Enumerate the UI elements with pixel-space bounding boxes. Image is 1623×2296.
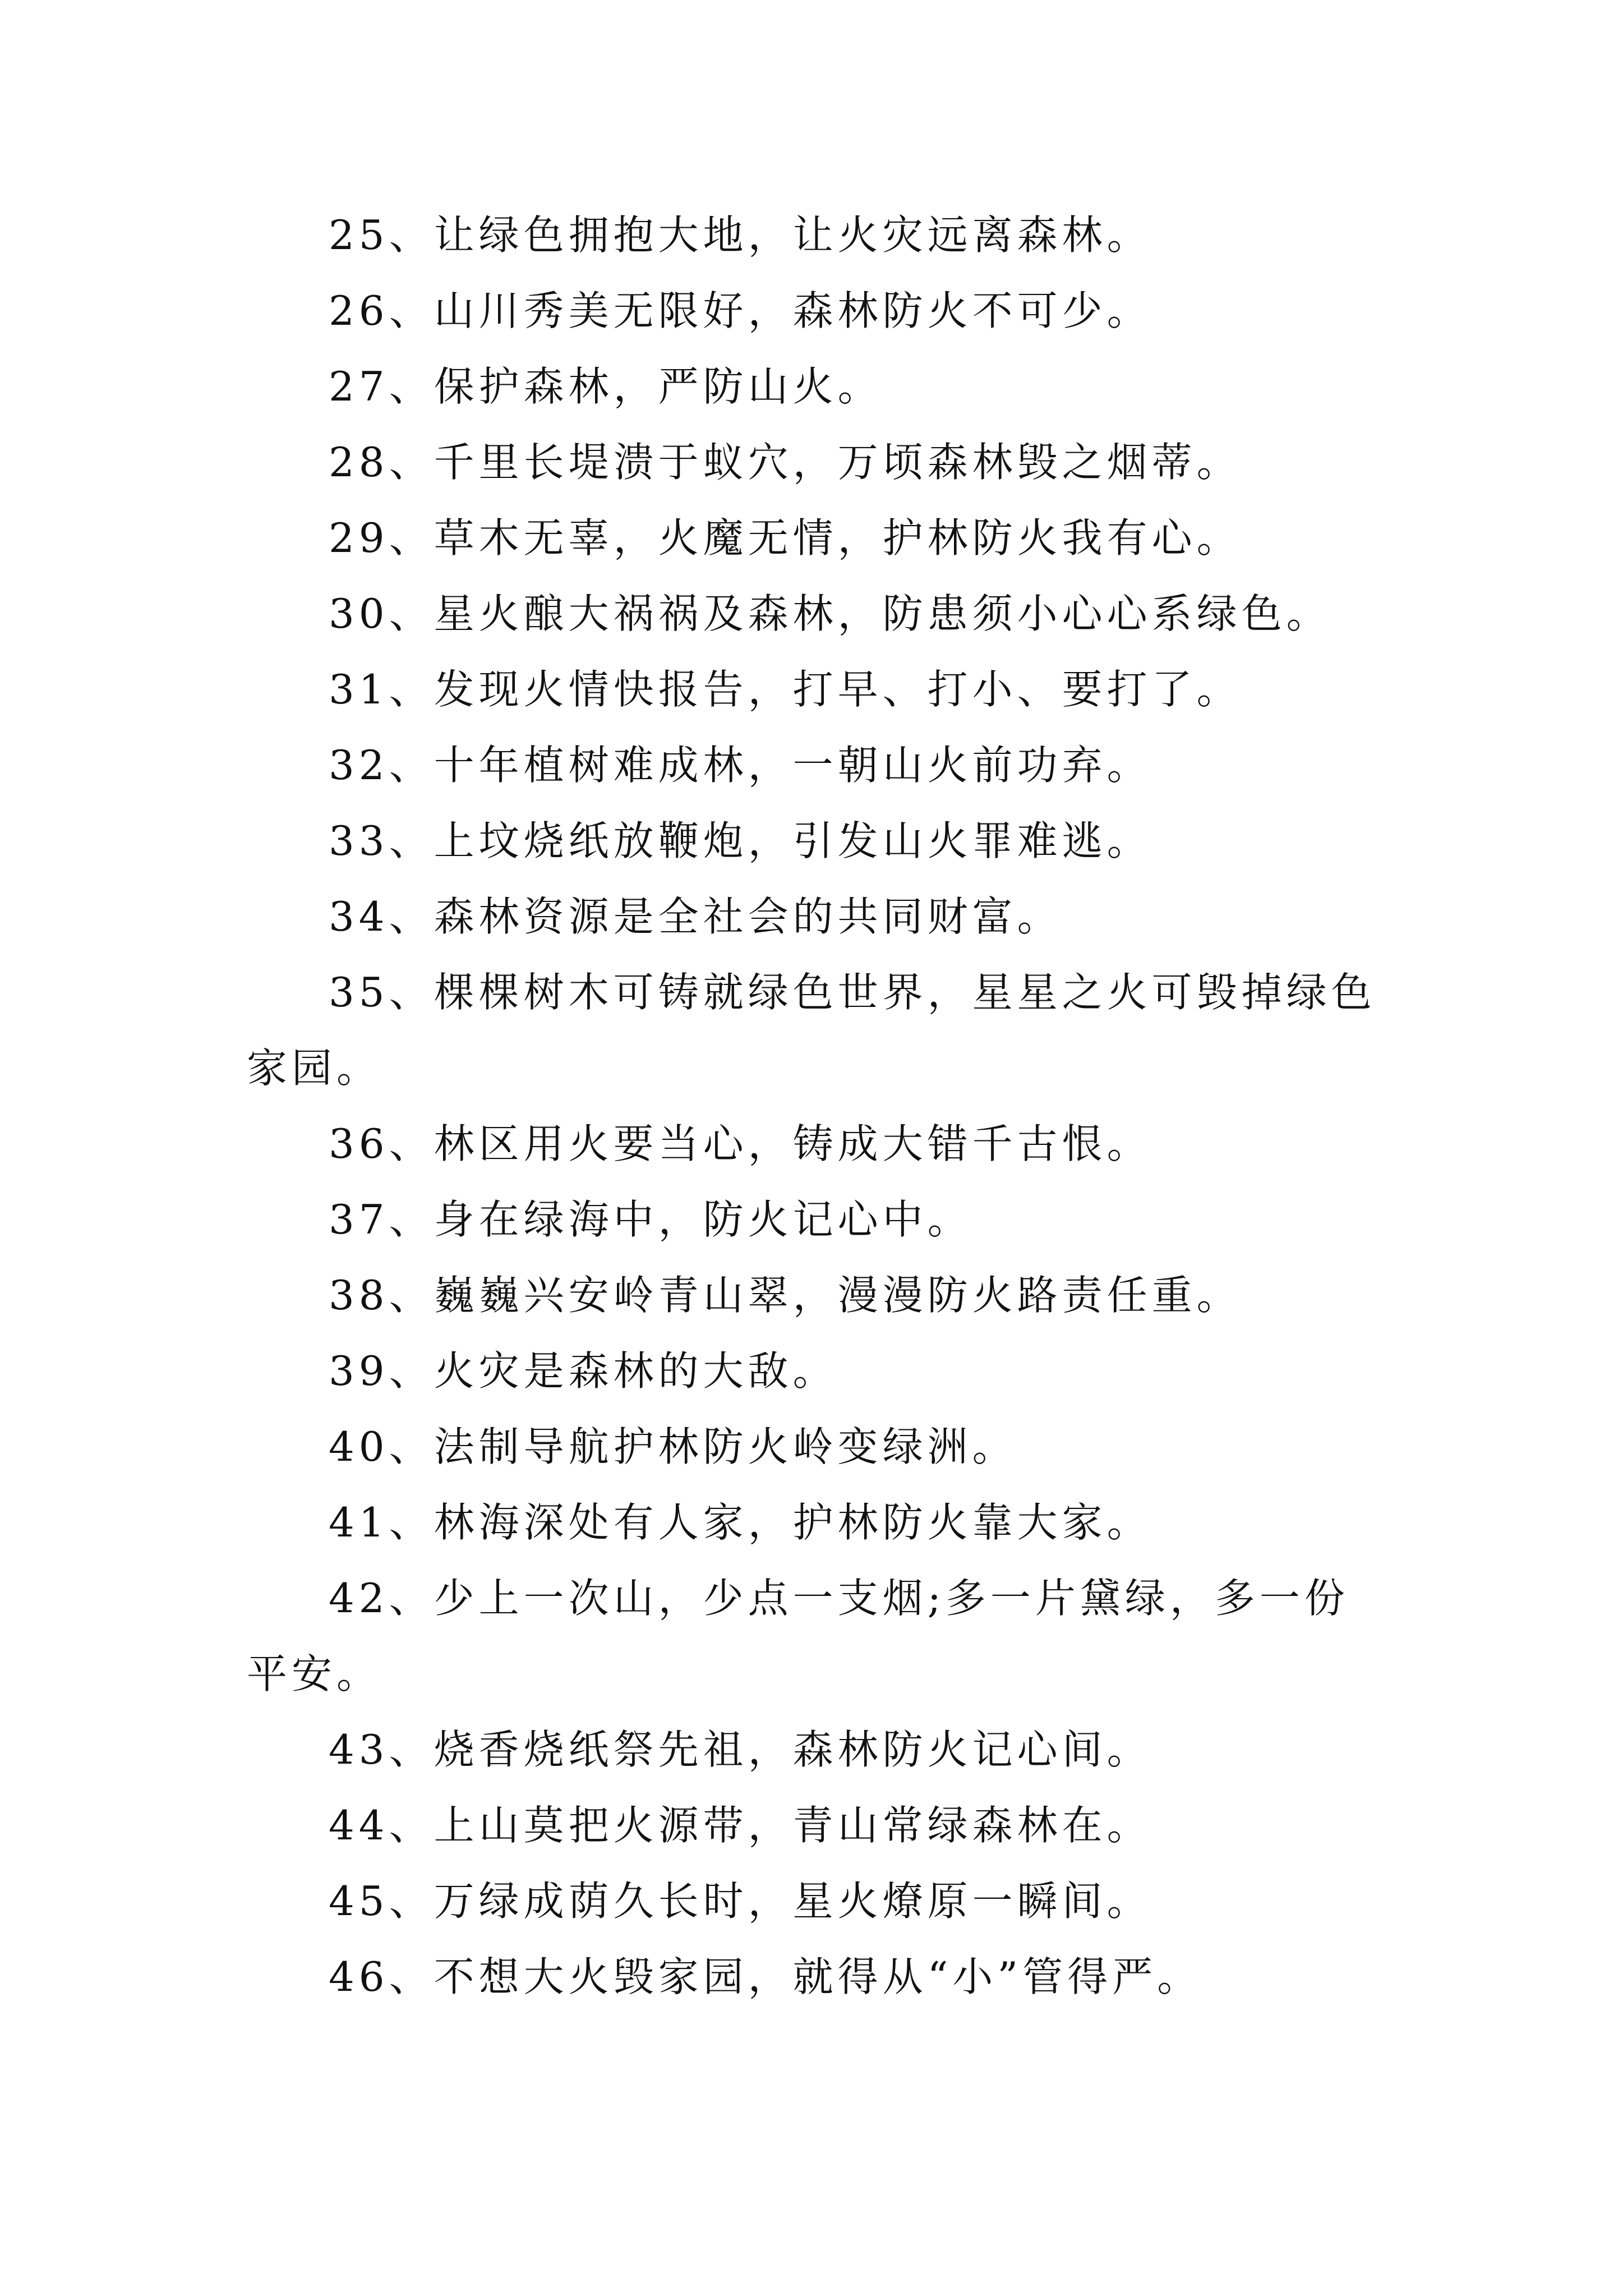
list-item: 40、法制导航护林防火岭变绿洲。 <box>329 1423 1017 1470</box>
list-item: 38、巍巍兴安岭青山翠，漫漫防火路责任重。 <box>329 1272 1242 1319</box>
list-item: 44、上山莫把火源带，青山常绿森林在。 <box>329 1802 1152 1849</box>
list-item: 46、不想大火毁家园，就得从“小”管得严。 <box>329 1953 1202 2000</box>
list-item: 35、棵棵树木可铸就绿色世界，星星之火可毁掉绿色家园。 <box>247 969 1376 1092</box>
list-item: 34、森林资源是全社会的共同财富。 <box>329 893 1062 940</box>
list-item: 28、千里长堤溃于蚁穴，万顷森林毁之烟蒂。 <box>329 439 1242 486</box>
list-item: 33、上坟烧纸放鞭炮，引发山火罪难逃。 <box>329 817 1152 864</box>
list-item: 41、林海深处有人家，护林防火靠大家。 <box>329 1499 1152 1546</box>
list-item: 25、让绿色拥抱大地，让火灾远离森林。 <box>329 211 1152 259</box>
list-item: 45、万绿成荫久长时，星火燎原一瞬间。 <box>329 1878 1152 1925</box>
list-item: 43、烧香烧纸祭先祖，森林防火记心间。 <box>329 1726 1152 1773</box>
list-item: 27、保护森林，严防山火。 <box>329 363 883 410</box>
list-item: 30、星火酿大祸祸及森林，防患须小心心系绿色。 <box>329 590 1331 637</box>
list-item: 32、十年植树难成林，一朝山火前功弃。 <box>329 742 1152 789</box>
list-item: 39、火灾是森林的大敌。 <box>329 1347 838 1395</box>
list-item: 42、少上一次山，少点一支烟;多一片黛绿，多一份平安。 <box>247 1575 1349 1697</box>
list-item: 36、林区用火要当心，铸成大错千古恨。 <box>329 1120 1152 1167</box>
list-item: 26、山川秀美无限好，森林防火不可少。 <box>329 287 1152 334</box>
list-item: 29、草木无辜，火魔无情，护林防火我有心。 <box>329 514 1242 562</box>
slogan-list <box>247 197 1391 2015</box>
list-item: 31、发现火情快报告，打早、打小、要打了。 <box>329 666 1242 713</box>
list-item: 37、身在绿海中，防火记心中。 <box>329 1196 972 1243</box>
